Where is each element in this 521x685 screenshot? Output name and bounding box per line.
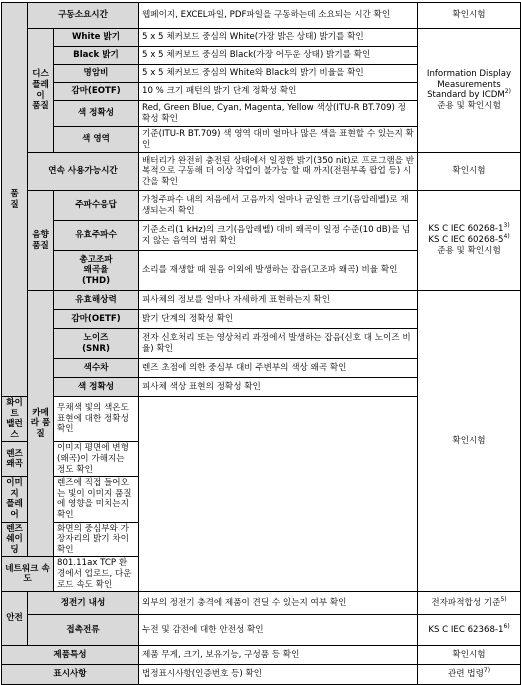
quality-group-header: 품 질: [2, 3, 28, 397]
audio-item-desc: 기준소리(1 kHz)의 크기(음압레벨) 대비 왜곡이 일정 수준(10 dB)을 넘지 않는 음역의 범위 확인: [139, 221, 418, 251]
display-std-footnote: 2): [504, 88, 511, 96]
audio-std-1-footnote: 3): [503, 222, 510, 230]
camera-item-label: 이미지 플레어: [2, 477, 28, 522]
startup-time-std: 확인시험: [418, 3, 521, 29]
camera-item-label: 감마(OETF): [54, 310, 139, 329]
display-item-desc: 5 x 5 체커보드 중심의 White(가장 밝은 상태) 밝기를 확인: [139, 29, 418, 47]
audio-std: [418, 191, 521, 291]
safety-group: 안전: [2, 592, 28, 646]
audio-item-label: 주파수응답: [54, 191, 139, 221]
labeling-std-footnote: 7): [483, 667, 491, 675]
camera-item-desc: 피사체의 정보를 얼마나 자세하게 표현하는지 확인: [139, 291, 418, 310]
product-spec-std: 확인시험: [418, 646, 521, 665]
audio-std-1: KS C IEC 60268-1: [428, 224, 504, 234]
camera-item-desc: 렌즈 초점에 의한 중심부 대비 주변부의 색상 왜곡 확인: [139, 359, 418, 378]
touch-current-std-name: KS C IEC 62368-1: [428, 624, 504, 635]
camera-item-label: 렌즈쉐이딩: [2, 522, 28, 557]
display-item-label: White 밝기: [54, 29, 139, 47]
camera-item-desc: 전자 신호처리 또는 영상처리 과정에서 발생하는 잡음(신호 대 노이즈 비율) 확인: [139, 329, 418, 359]
camera-item-desc: 이미지 평면에 변형(왜곡)이 가해지는 정도 확인: [54, 442, 139, 477]
camera-std: 확인시험: [418, 291, 521, 592]
camera-item-label: 색 정확성: [54, 378, 139, 397]
startup-time-label: 구동소요시간: [28, 3, 139, 29]
camera-item-desc: 밝기 단계의 정확성 확인: [139, 310, 418, 329]
camera-item-label: 화이트 밸런스: [2, 397, 28, 442]
audio-item-label: 유효주파수: [54, 221, 139, 251]
labeling-label: 표시사항: [2, 665, 139, 685]
audio-std-2: KS C IEC 60268-5: [428, 235, 504, 245]
audio-quality-group: 음향 품질: [28, 191, 54, 291]
esd-std-name: 전자파적합성 기준: [431, 597, 501, 608]
battery-time-label: 연속 사용가능시간: [28, 153, 139, 191]
esd-desc: 외부의 정전기 충격에 제품이 견딜 수 있는지 여부 확인: [139, 592, 418, 615]
display-item-desc: 기준(ITU-R BT.709) 색 영역 대비 얼마나 많은 색을 표현할 수 있는지 확인: [139, 127, 418, 153]
labeling-desc: 법정표시사항(인증번호 등) 확인: [139, 665, 418, 685]
camera-item-desc: 렌즈에 직접 들어오는 빛이 이미지 품질에 영향을 미치는지 확인: [54, 477, 139, 522]
camera-item-label: 색수차: [54, 359, 139, 378]
display-item-desc: 10 % 크기 패턴의 밝기 단계 정확성 확인: [139, 83, 418, 101]
camera-item-label: 노이즈 (SNR): [54, 329, 139, 359]
touch-current-std-footnote: 6): [503, 622, 510, 630]
camera-item-desc: 무채색 빛의 색온도 표현에 대한 정확성 확인: [54, 397, 139, 442]
touch-current-desc: 누전 및 감전에 대한 안전성 확인: [139, 615, 418, 646]
audio-std-tail: 준용 및 확인시험: [437, 246, 501, 256]
display-item-label: 색 영역: [54, 127, 139, 153]
display-item-desc: 5 x 5 체커보드 중심의 Black(가장 어두운 상태) 밝기를 확인: [139, 47, 418, 65]
display-std: [418, 29, 521, 153]
labeling-std: [418, 665, 521, 685]
display-item-label: Black 밝기: [54, 47, 139, 65]
test-items-table: [1, 2, 521, 685]
display-std-tail: 준용 및 확인시험: [437, 100, 501, 111]
display-item-label: 감마(EOTF): [54, 83, 139, 101]
display-item-label: 색 정확성: [54, 101, 139, 127]
startup-time-desc: 웹페이지, EXCEL파일, PDF파일을 구동하는데 소요되는 시간 확인: [139, 3, 418, 29]
labeling-std-name: 관련 법령: [447, 669, 484, 680]
battery-time-desc: 배터리가 완전히 충전된 상태에서 일정한 밝기(350 nit)로 프로그램을 반복적으로 구동해 더 이상 작업이 불가능 할 때 까지(전원부족 팝업 등) 시간을 확인: [139, 153, 418, 191]
camera-item-desc: 화면의 중심부와 가장자리의 밝기 차이 확인: [54, 522, 139, 557]
camera-item-label: 렌즈왜곡: [2, 442, 28, 477]
touch-current-label: 접촉전류: [28, 615, 139, 646]
network-speed-desc: 801.11ax TCP 환경에서 업로드, 다운로드 속도 확인: [54, 557, 139, 592]
camera-item-label: 유효해상력: [54, 291, 139, 310]
product-spec-label: 제품특성: [2, 646, 139, 665]
audio-std-2-footnote: 4): [503, 233, 510, 241]
esd-std-footnote: 5): [500, 595, 507, 603]
esd-label: 정전기 내성: [28, 592, 139, 615]
display-item-desc: 5 x 5 체커보드 중심의 White와 Black의 밝기 비율을 확인: [139, 65, 418, 83]
display-item-desc: Red, Green Blue, Cyan, Magenta, Yellow 색상(ITU-R BT.709) 정확성 확인: [139, 101, 418, 127]
display-quality-group: 디스 플레이 품질: [28, 29, 54, 153]
audio-item-desc: 소리를 재생할 때 원음 이외에 발생하는 잡음(고조파 왜곡) 비율 확인: [139, 251, 418, 291]
touch-current-std: [418, 615, 521, 646]
battery-time-std: 확인시험: [418, 153, 521, 191]
camera-item-desc: 피사체 색상 표현의 정확성 확인: [139, 378, 418, 397]
network-speed-label: 네트워크 속도: [2, 557, 54, 592]
display-std-name: Information Display Measurements Standard by ICDM: [426, 69, 512, 101]
display-item-label: 명암비: [54, 65, 139, 83]
audio-item-desc: 가청주파수 내의 저음에서 고음까지 얼마나 균일한 크기(음압레벨)로 재생되는지 확인: [139, 191, 418, 221]
camera-quality-group: 카메라 품 질: [28, 291, 54, 557]
product-spec-desc: 제품 무게, 크기, 보유기능, 구성품 등 확인: [139, 646, 418, 665]
esd-std: [418, 592, 521, 615]
audio-item-label: 총고조파 왜곡율 (THD): [54, 251, 139, 291]
